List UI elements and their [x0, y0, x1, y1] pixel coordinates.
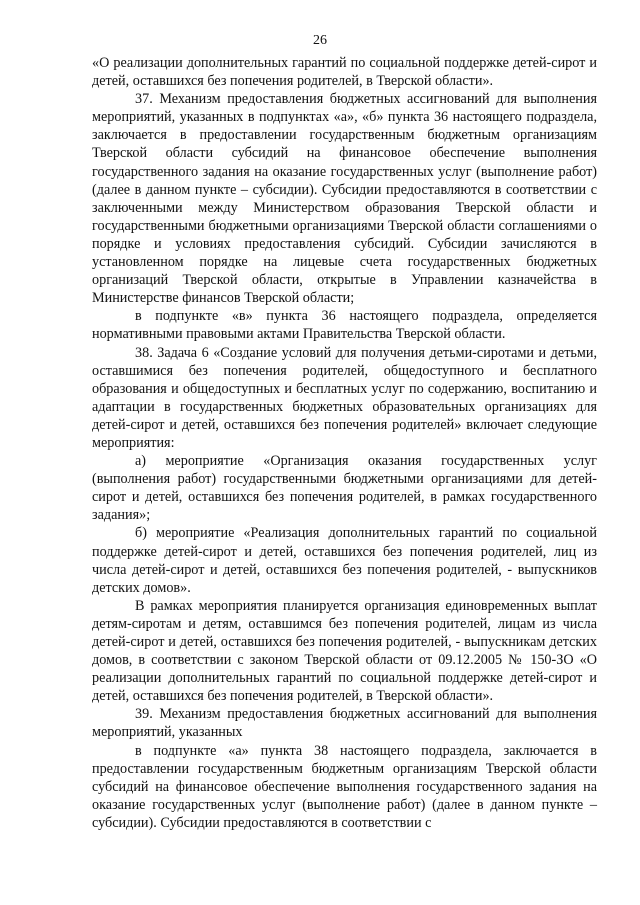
- page-body: [92, 54, 597, 832]
- paragraph-item-39: 39. Механизм предоставления бюджетных ассигнований для выполнения мероприятий, указанных: [92, 706, 597, 741]
- paragraph-item-37-subpoint-v: в подпункте «в» пункта 36 настоящего подраздела, определяется нормативными правовыми актами Правительства Тверской области.: [92, 308, 597, 343]
- paragraph-item-39-subpoint-a: в подпункте «а» пункта 38 настоящего подраздела, заключается в предоставлении государственным бюджетным организациям Тверской области субсидий на финансовое обеспечение выполнения государственного задания на оказание государственных услуг (выполнение работ) (далее в данном пункте – субсидии). Субсидии предоставляются в соответствии с: [92, 742, 597, 831]
- page-number: 26: [313, 33, 327, 48]
- paragraph-activity-b: б) мероприятие «Реализация дополнительных гарантий по социальной поддержке детей-сирот и детей, оставшихся без попечения родителей, лиц из числа детей-сирот и детей, оставшихся без попечения родителей, - выпускников детских домов».: [92, 525, 597, 596]
- paragraph-item-37: 37. Механизм предоставления бюджетных ассигнований для выполнения мероприятий, указанных в подпунктах «а», «б» пункта 36 настоящего подраздела, заключается в предоставлении государственным бюджетным организациям Тверской области субсидий на финансовое обеспечение выполнения государственного задания на оказание государственных услуг (выполнение работ) (далее в данном пункте – субсидии). Субсидии предоставляются в соответствии с заключенными между Министерством образования Тверской области и государственными бюджетными организациями Тверской области соглашениями о порядке и условиях предоставления субсидий. Субсидии зачисляются в установленном порядке на лицевые счета государственных бюджетных организаций Тверской области, открытые в Управлении казначейства в Министерстве финансов Тверской области;: [92, 91, 597, 307]
- paragraph-item-38: 38. Задача 6 «Создание условий для получения детьми-сиротами и детьми, оставшимися без попечения родителей, общедоступного и бесплатного образования и общедоступных и бесплатных услуг по содержанию, воспитанию и адаптации в государственных бюджетных образовательных организациях для детей-сирот и детей, оставшихся без попечения родителей» включает следующие мероприятия:: [92, 344, 597, 451]
- paragraph-activity-a: а) мероприятие «Организация оказания государственных услуг (выполнения работ) государственными бюджетными организациями для детей-сирот и детей, оставшихся без попечения родителей, в рамках государственного задания»;: [92, 453, 597, 524]
- paragraph-activity-description: В рамках мероприятия планируется организация единовременных выплат детям-сиротам и детям, оставшимся без попечения родителей, лицам из числа детей-сирот и детей, оставшихся без попечения родителей, - выпускникам детских домов, в соответствии с законом Тверской области от 09.12.2005 № 150-ЗО «О реализации дополнительных гарантий по социальной поддержке детей-сирот и детей, оставшихся без попечения родителей, в Тверской области».: [92, 597, 597, 705]
- paragraph-law-title-continuation: «О реализации дополнительных гарантий по социальной поддержке детей-сирот и детей, оставшихся без попечения родителей, в Тверской области».: [92, 55, 597, 90]
